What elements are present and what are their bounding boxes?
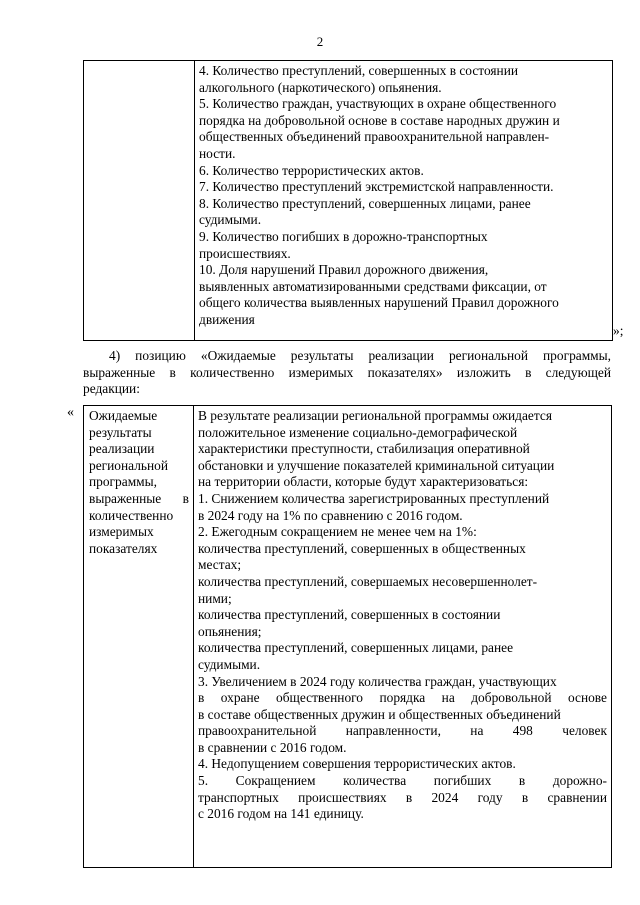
table2-right-line: правоохранительной направленности, на 498 человек (198, 723, 607, 739)
table2-right-line: судимыми. (198, 656, 261, 672)
paragraph-line: редакции: (83, 381, 140, 397)
table1-line: общественных объединений правоохранительной направлен- (199, 129, 550, 145)
table2-right-line: с 2016 годом на 141 единицу. (198, 806, 364, 822)
table2-right-line: транспортных происшествиях в 2024 году в сравнении (198, 789, 607, 805)
expected-results-table (83, 405, 612, 868)
table1-line: общего количества выявленных нарушений Правил дорожного (199, 295, 559, 311)
table2-right-line: в составе общественных дружин и общественных объединений (198, 706, 561, 722)
table2-right-line: в охране общественного порядка на добровольной основе (198, 690, 607, 706)
table2-left-line: измеримых (89, 524, 154, 540)
table2-right-line: количества преступлений, совершенных в состоянии (198, 607, 501, 623)
page-number: 2 (316, 34, 324, 49)
table1-line: ности. (199, 145, 236, 161)
table1-line: движения (199, 311, 255, 327)
table1-line: судимыми. (199, 212, 262, 228)
table1-line: 10. Доля нарушений Правил дорожного движения, (199, 262, 489, 278)
table2-left-line: Ожидаемые (89, 408, 158, 423)
table2-right-line: обстановки и улучшение показателей криминальной ситуации (198, 457, 555, 473)
table1-line: выявленных автоматизированными средствами фиксации, от (199, 278, 547, 294)
table1-line: 5. Количество граждан, участвующих в охране общественного (199, 96, 557, 112)
table1-line: 9. Количество погибших в дорожно-транспортных (199, 228, 488, 244)
table2-left-line: выраженные в (89, 490, 189, 506)
table2-right-line: 5. Сокращением количества погибших в дорожно- (198, 773, 607, 789)
table1-line: 8. Количество преступлений, совершенных лицами, ранее (199, 195, 531, 211)
table2-right-line: 3. Увеличением в 2024 году количества граждан, участвующих (198, 673, 557, 689)
opening-quote-mark: « (67, 405, 74, 420)
table2-right-line: характеристики преступности, стабилизация оперативной (198, 441, 530, 457)
table2-right-cell (194, 406, 612, 868)
table1-line: происшествиях. (199, 245, 291, 261)
table2-left-line: показателях (89, 540, 158, 556)
table2-right-line: количества преступлений, совершенных в общественных (198, 540, 526, 556)
table2-right-line: местах; (198, 557, 242, 573)
table1-line: алкогольного (наркотического) опьянения. (199, 79, 442, 95)
table2-right-line: 1. Снижением количества зарегистрированных преступлений (198, 490, 550, 506)
table2-right-line: на территории области, которые будут характеризоваться: (198, 474, 529, 490)
table1-left-cell (84, 61, 195, 341)
table1-line: 4. Количество преступлений, совершенных в состоянии (199, 63, 519, 78)
indicators-table (83, 60, 613, 341)
table2-left-line: реализации (89, 441, 155, 457)
table2-right-line: в 2024 году на 1% по сравнению с 2016 годом. (198, 507, 463, 523)
table2-right-line: положительное изменение социально-демографической (198, 424, 518, 440)
table1-line: 7. Количество преступлений экстремистской направленности. (199, 179, 554, 195)
table2-left-line: региональной (89, 457, 169, 473)
table2-right-line: количества преступлений, совершаемых несовершеннолет- (198, 573, 538, 589)
table2-right-line: ними; (198, 590, 232, 606)
table2-right-line: В результате реализации региональной программы ожидается (198, 408, 552, 423)
table2-right-line: в сравнении с 2016 годом. (198, 739, 347, 755)
closing-quote-mark: »; (613, 323, 624, 338)
table2-left-line: количественно (89, 507, 174, 523)
table1-line: порядка на добровольной основе в составе народных дружин и (199, 112, 560, 128)
table2-right-line: 4. Недопущением совершения террористических актов. (198, 756, 516, 772)
paragraph-line: выраженные в количественно измеримых показателях» изложить в следующей (83, 364, 611, 380)
table2-right-line: опьянения; (198, 623, 262, 639)
paragraph-line: 4) позицию «Ожидаемые результаты реализации региональной программы, (109, 348, 611, 363)
table2-left-line: программы, (89, 474, 157, 490)
table2-left-cell (84, 406, 194, 868)
table1-right-cell (195, 61, 613, 341)
table2-left-line: результаты (89, 424, 152, 440)
amendment-paragraph (83, 348, 611, 398)
table2-right-line: 2. Ежегодным сокращением не менее чем на 1%: (198, 524, 477, 540)
table1-line: 6. Количество террористических актов. (199, 162, 424, 178)
table2-right-line: количества преступлений, совершенных лицами, ранее (198, 640, 514, 656)
